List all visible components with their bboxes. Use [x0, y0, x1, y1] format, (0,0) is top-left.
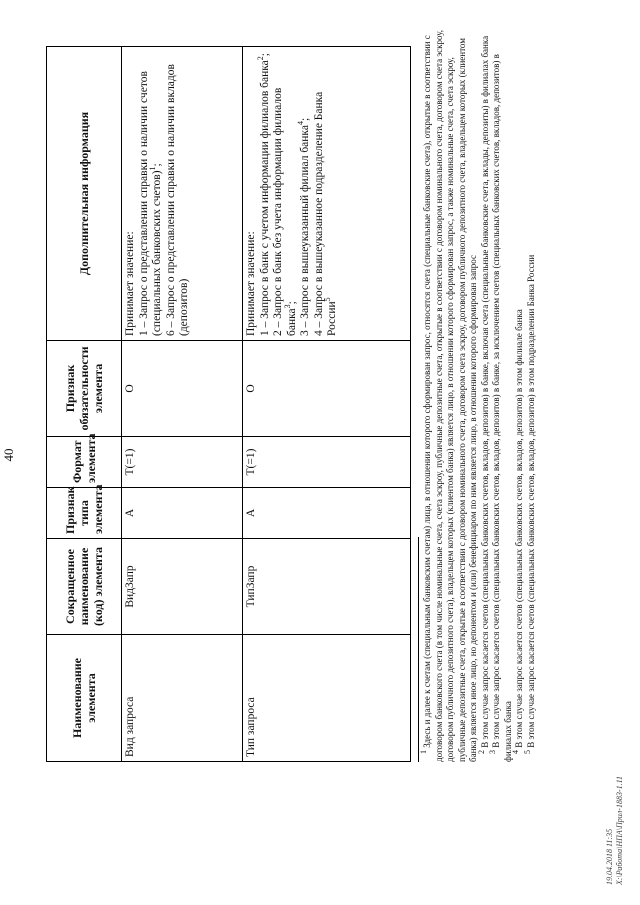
stamp-path: X:\Работа\НПА\Прил-1883-1.11: [614, 775, 624, 885]
cell-required: О: [243, 341, 411, 437]
info-line: 1 – Запрос в банк с учетом информации филиалов банка$^2$;: [255, 53, 271, 336]
cell-name: Тип запроса: [243, 635, 411, 762]
info-line: 1 – Запрос о представлении справки о наличии счетов (специальных банковских счетов)$^1$;: [137, 71, 164, 336]
footnotes: [419, 22, 537, 762]
table-row: [122, 47, 243, 762]
info-line: 2 – Запрос в банк без учета информации филиалов банка$^3$;: [272, 87, 298, 336]
cell-format: T(=1): [122, 437, 243, 488]
table-header-row: [47, 47, 122, 762]
cell-format: T(=1): [243, 437, 411, 488]
info-line: 3 – Запрос в вышеуказанный филиал банка$^4$;: [296, 117, 312, 336]
header-element-format: Формат элемента: [47, 437, 122, 488]
footnote: $^2$ В этом случае запрос касается счетов (специальных банковских счетов, вкладов, депозитов) в банке, включая счета (специальные банковские счета, вклады, депозиты) в филиалах банка: [476, 35, 490, 754]
cell-name: Вид запроса: [122, 635, 243, 762]
info-title: Принимает значение:: [245, 231, 257, 336]
header-element-type: Признак типа элемента: [47, 488, 122, 539]
info-line: 6 – Запрос о представлении справки о наличии вкладов (депозитов): [164, 64, 191, 336]
cell-type: А: [122, 488, 243, 539]
cell-type: А: [243, 488, 411, 539]
info-title: Принимает значение:: [124, 231, 136, 336]
cell-info: [243, 47, 411, 341]
file-stamp: [605, 776, 624, 885]
footnote-divider: [418, 537, 419, 762]
stamp-date: 19.04.2018 11:35: [605, 828, 614, 885]
info-line: 4 – Запрос в вышеуказанное подразделение Банка России$^5$: [312, 91, 339, 336]
page-number: 40: [1, 448, 16, 462]
header-element-required: Признак обязательности элемента: [47, 341, 122, 437]
table-row: [243, 47, 411, 762]
cell-code: ТипЗапр: [243, 539, 411, 635]
footnote: $^1$ Здесь и далее к счетам (специальным банковским счетам) лица, в отношении которого сформирован запрос, относятся счета (специальные банковские счета), открытые в соответствии с договором банковского счета (в том числе номинальные счета, счета эскроу, публичные депозитные счета, открытые в соответствии с договором номинального счета, договором счета эскроу, договором публичного депозитного счета), владельцем которых (клиентом банка) является лицо, в отношении которого сформирован запрос, а также номинальные счета, счета эскроу, публичные депозитные счета, открытые в соответствии с договором номинального счета, договором счета эскроу, договором публичного депозитного счета, владельцем которых (клиентом банка) является иное лицо, но депонентом и (или) бенефициаром по ним является лицо, в отношении которого сформирован запрос: [419, 29, 479, 762]
footnote: $^5$ В этом случае запрос касается счетов (специальных банковских счетов, вкладов, депозитов) в этом подразделении Банка России: [522, 254, 536, 754]
cell-required: О: [122, 341, 243, 437]
footnote: $^4$ В этом случае запрос касается счетов (специальных банковских счетов, вкладов, депозитов) в этом филиале банка: [511, 309, 525, 754]
cell-code: ВидЗапр: [122, 539, 243, 635]
header-element-name: Наименование элемента: [47, 635, 122, 762]
cell-info: [122, 47, 243, 341]
header-additional-info: Дополнительная информация: [47, 47, 122, 341]
footnote: $^3$ В этом случае запрос касается счетов (специальных банковских счетов, вкладов, депозитов) в банке, за исключением счетов (специальных банковских счетов, вкладов, депозитов) в филиалах банка: [488, 54, 513, 762]
header-element-code: Сокращенное наименование (код) элемента: [47, 539, 122, 635]
element-spec-table: [46, 46, 411, 762]
